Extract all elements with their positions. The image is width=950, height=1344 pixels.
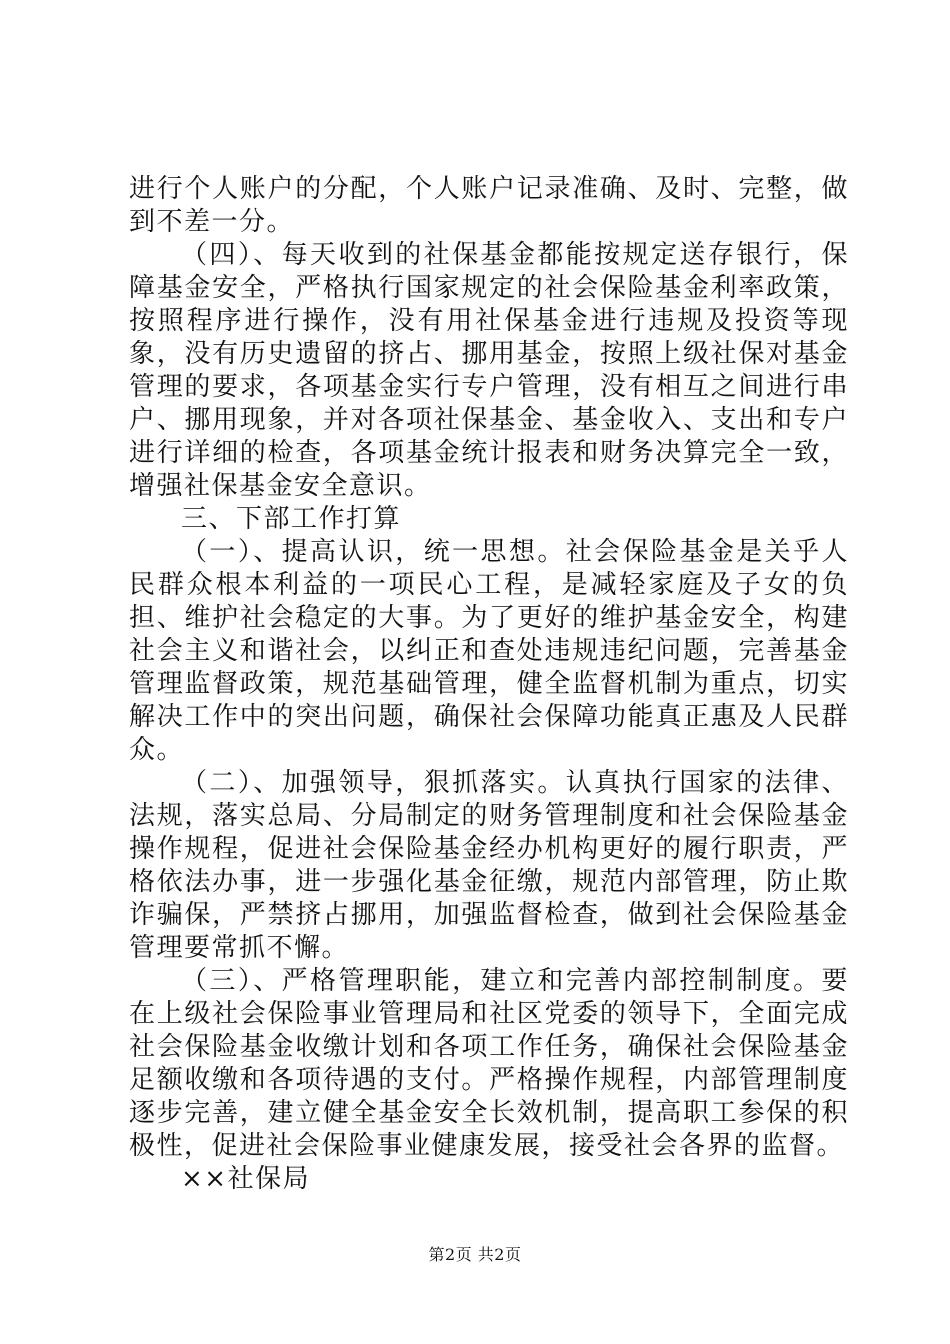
paragraph-continuation: 进行个人账户的分配，个人账户记录准确、及时、完整，做到不差一分。 [129, 174, 849, 237]
paragraph-plan-one: （一）、提高认识，统一思想。社会保险基金是关乎人民群众根本利益的一项民心工程，是减轻家庭及子女的负担、维护社会稳定的大事。为了更好的维护基金安全，构建社会主义和谐社会，以纠正和查处违规违纪问题，完善基金管理监督政策，规范基础管理，健全监督机制为重点，切实解决工作中的突出问题，确保社会保障功能真正惠及人民群众。 [129, 537, 849, 765]
paragraph-section-four: （四）、每天收到的社保基金都能按规定送存银行，保障基金安全，严格执行国家规定的社会保险基金利率政策，按照程序进行操作，没有用社保基金进行违规及投资等现象，没有历史遗留的挤占、挪用基金，按照上级社保对基金管理的要求，各项基金实行专户管理，没有相互之间进行串户、挪用现象，并对各项社保基金、基金收入、支出和专户进行详细的检查，各项基金统计报表和财务决算完全一致，增强社保基金安全意识。 [129, 240, 849, 501]
signature-line: ××社保局 [181, 1164, 311, 1194]
paragraph-plan-two: （二）、加强领导，狠抓落实。认真执行国家的法律、法规，落实总局、分局制定的财务管理制度和社会保险基金操作规程，促进社会保险基金经办机构更好的履行职责，严格依法办事，进一步强化基金征缴，规范内部管理，防止欺诈骗保，严禁挤占挪用，加强监督检查，做到社会保险基金管理要常抓不懈。 [129, 768, 849, 963]
document-body [129, 173, 849, 1196]
section-heading-plans: 三、下部工作打算 [181, 504, 402, 534]
paragraph-plan-three: （三）、严格管理职能，建立和完善内部控制制度。要在上级社会保险事业管理局和社区党委的领导下，全面完成社会保险基金收缴计划和各项工作任务，确保社会保险基金足额收缴和各项待遇的支付。严格操作规程，内部管理制度逐步完善，建立健全基金安全长效机制，提高职工参保的积极性，促进社会保险事业健康发展，接受社会各界的监督。 [129, 966, 849, 1161]
page-number-footer: 第2页 共2页 [428, 1245, 522, 1264]
